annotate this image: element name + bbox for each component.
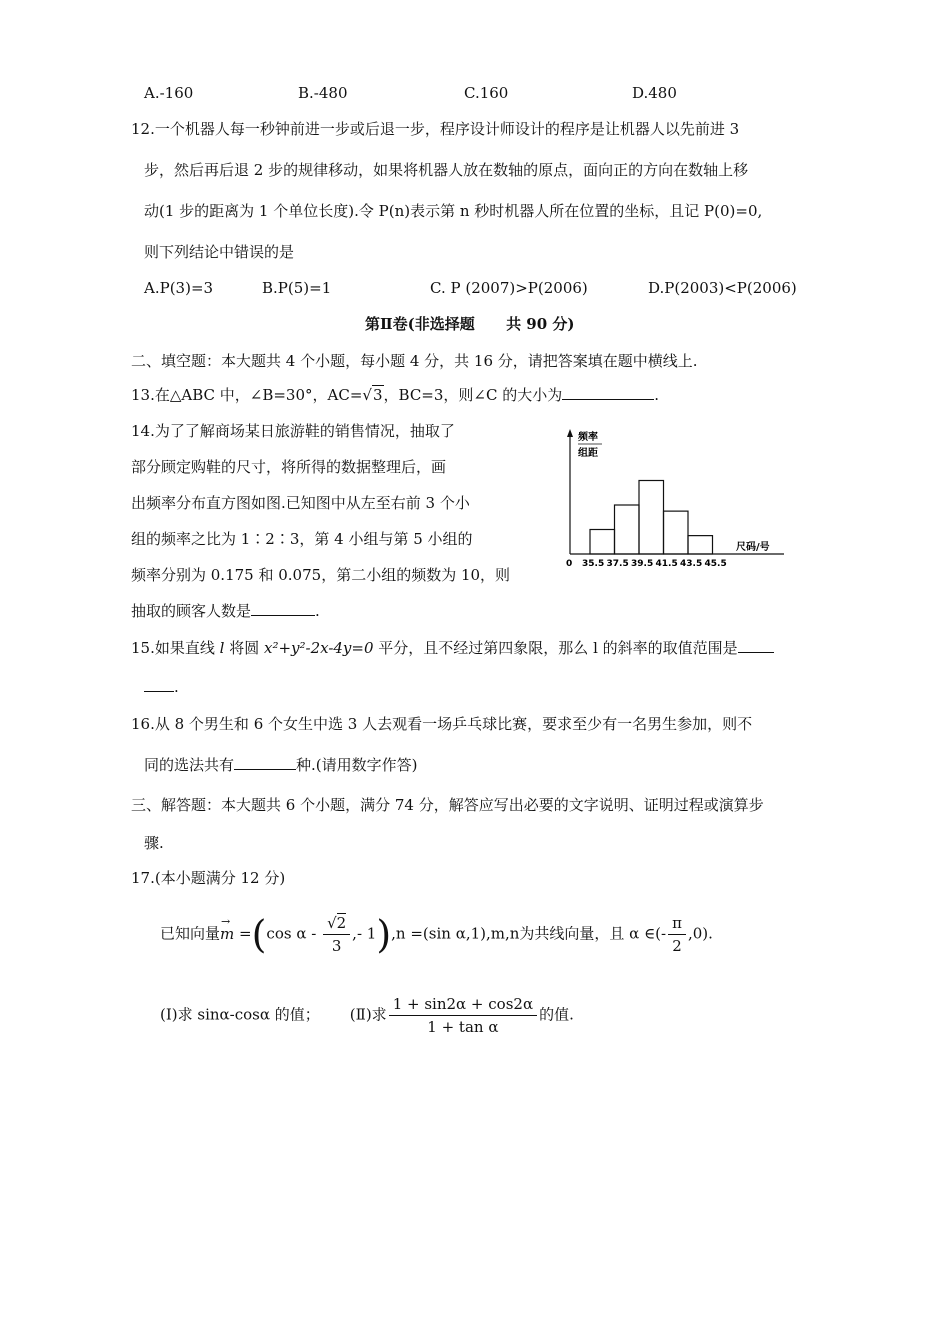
- q16-answer-blank[interactable]: [234, 755, 296, 770]
- histogram-bar-5: [688, 536, 713, 554]
- circle-equation: x²+y²-2x-4y=0: [263, 639, 374, 657]
- q14-line-3: 出频率分布直方图如图.已知图中从左至右前 3 个小: [131, 494, 470, 512]
- q12-option-a: A.P(3)=3: [144, 279, 214, 297]
- q16-line-2: 同的选法共有 种.(请用数字作答): [144, 756, 418, 774]
- q15-answer-blank-part2[interactable]: [144, 677, 174, 692]
- q12-line-4: 则下列结论中错误的是: [144, 243, 295, 261]
- q14-line-6: 抽取的顾客人数是 .: [131, 602, 320, 620]
- histogram-bar-4: [664, 511, 689, 554]
- histogram-bar-2: [615, 505, 640, 554]
- q14-line-5: 频率分别为 0.175 和 0.075，第二小组的频数为 10，则: [131, 566, 511, 584]
- q12-line-1: 12.一个机器人每一秒钟前进一步或后退一步，程序设计师设计的程序是让机器人以先前进 3: [131, 120, 740, 138]
- q12-line-3: 动(1 步的距离为 1 个单位长度).令 P(n)表示第 n 秒时机器人所在位置的坐标，且记 P(0)=0,: [144, 202, 763, 220]
- q15-answer-blank-part1[interactable]: [738, 638, 774, 653]
- q14-line-1: 14.为了了解商场某日旅游鞋的销售情况，抽取了: [131, 422, 455, 440]
- q13: 13.在△ABC 中，∠B=30°，AC=√3，BC=3，则∠C 的大小为 .: [131, 386, 660, 404]
- q11-option-d: D.480: [632, 84, 677, 102]
- section2-heading: 二、填空题：本大题共 4 个小题，每小题 4 分，共 16 分，请把答案填在题中横线上.: [131, 352, 698, 370]
- histogram-bar-1: [590, 530, 615, 555]
- q17-given: 已知向量 → m =(cos α - $\frac{√2}{3}$ ,- 1),n =(sin α,1),m,n为共线向量，且 α ∈(- $\frac{\pi}{2}$ ,0).: [160, 912, 713, 957]
- x-tick-label: 39.5: [631, 559, 654, 569]
- q12-line-2: 步，然后再后退 2 步的规律移动，如果将机器人放在数轴的原点，面向正的方向在数轴上移: [144, 161, 749, 179]
- q12-option-c: C. P (2007)>P(2006): [430, 279, 588, 297]
- part2-title: 第Ⅱ卷(非选择题 共 90 分): [365, 315, 575, 333]
- q17-header: 17.(本小题满分 12 分): [131, 869, 286, 887]
- vector-n-text: ,n =(sin α,1),m,n为共线向量，且 α ∈(-: [391, 924, 667, 943]
- y-axis-arrow: [567, 429, 573, 437]
- q17-parts: (Ⅰ)求 sinα-cosα 的值； (Ⅱ)求 $\frac{1 + \sin 2\alpha + \cos 2\alpha}{\text{1 + tan α}}$ 的值.: [160, 995, 574, 1036]
- x-tick-label: 43.5: [680, 559, 703, 569]
- x-tick-label: 37.5: [606, 559, 629, 569]
- q13-sqrt: √3: [362, 386, 383, 404]
- q14-answer-blank[interactable]: [251, 601, 315, 616]
- y-axis-label-bottom: 组距: [578, 448, 598, 459]
- x-tick-label: 0: [566, 559, 573, 569]
- q11-option-c: C.160: [464, 84, 509, 102]
- q13-answer-blank[interactable]: [562, 385, 654, 400]
- q15-line-2: .: [144, 676, 179, 698]
- q12-option-d: D.P(2003)<P(2006): [648, 279, 797, 297]
- vector-m: m: [220, 924, 235, 943]
- section3-line-1: 三、解答题：本大题共 6 个小题，满分 74 分，解答应写出必要的文字说明、证明过程或演算步: [131, 796, 764, 814]
- x-tick-label: 41.5: [655, 559, 678, 569]
- x-tick-label: 35.5: [582, 559, 605, 569]
- section3-line-2: 骤.: [144, 834, 164, 852]
- frequency-histogram: [560, 426, 800, 576]
- y-axis-label-top: 频率: [578, 432, 598, 443]
- q17-part-1: (Ⅰ)求 sinα-cosα 的值；: [160, 1005, 320, 1024]
- q13-suffix: ，BC=3，则∠C 的大小为: [383, 386, 563, 404]
- q13-prefix: 13.在△ABC 中，∠B=30°，AC=: [131, 386, 363, 404]
- q11-option-a: A.-160: [144, 84, 194, 102]
- q11-option-b: B.-480: [298, 84, 348, 102]
- histogram-bar-3: [639, 481, 664, 555]
- q12-option-b: B.P(5)=1: [262, 279, 332, 297]
- q17-part-2-prefix: (Ⅱ)求: [349, 1005, 387, 1024]
- q14-line-2: 部分顾定购鞋的尺寸，将所得的数据整理后，画: [131, 458, 447, 476]
- q15-line-1: 15.如果直线 l 将圆 x²+y²-2x-4y=0 平分，且不经过第四象限，那么 l 的斜率的取值范围是: [131, 637, 774, 659]
- q17-fraction: $\frac{1 + \sin 2\alpha + \cos 2\alpha}{\text{1 + tan α}}$: [389, 993, 537, 1038]
- q14-line-4: 组的频率之比为 1∶2∶3，第 4 小组与第 5 小组的: [131, 530, 473, 548]
- x-tick-label: 45.5: [704, 559, 727, 569]
- q16-line-1: 16.从 8 个男生和 6 个女生中选 3 人去观看一场乒乓球比赛，要求至少有一名男生参加，则不: [131, 715, 753, 733]
- x-axis-label: 尺码/号: [736, 542, 770, 553]
